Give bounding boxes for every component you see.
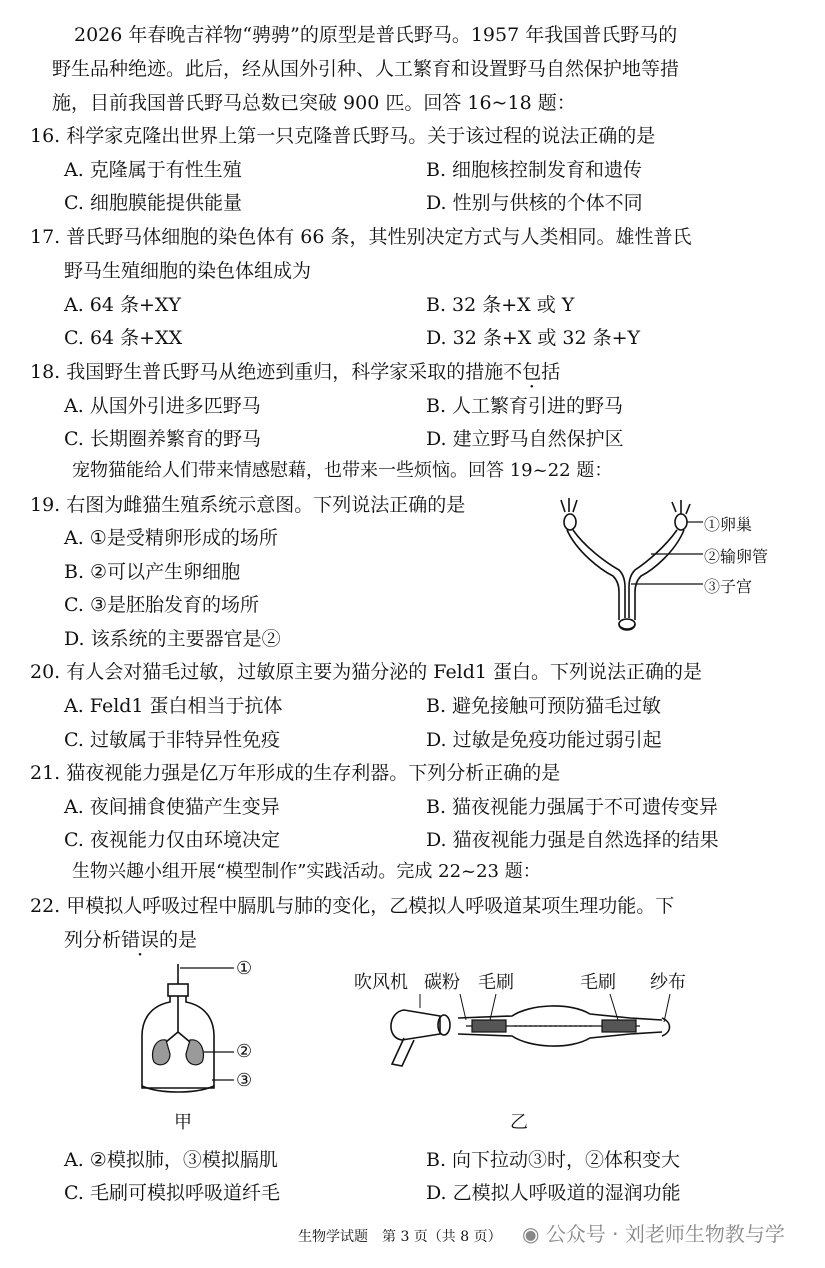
q17-option-a: A. 64 条+XY	[64, 294, 182, 316]
q22-stem2-emphasis: 错误	[121, 929, 160, 951]
yi-caption: 乙	[510, 1112, 528, 1133]
yi-label-carbon: 碳粉	[424, 972, 460, 993]
q22-stem-line2	[64, 925, 197, 955]
q17-option-c: C. 64 条+XX	[64, 327, 183, 349]
wechat-icon: ◉	[522, 1222, 546, 1246]
q17-option-d: D. 32 条+X 或 32 条+Y	[426, 327, 641, 349]
airway-model	[380, 990, 680, 1080]
q22-option-a: A. ②模拟肺，③模拟膈肌	[64, 1149, 278, 1171]
yi-label-brush-1: 毛刷	[478, 972, 514, 993]
intro3: 生物兴趣小组开展“模型制作”实践活动。完成 22~23 题：	[72, 861, 541, 882]
q18-stem-text: 18. 我国野生普氏野马从绝迹到重归，科学家采取的措施	[30, 361, 504, 383]
q20-option-c: C. 过敏属于非特异性免疫	[64, 729, 280, 751]
q21-option-b: B. 猫夜视能力强属于不可遗传变异	[426, 796, 719, 818]
cat-reproductive-diagram	[555, 492, 715, 642]
q17-option-b: B. 32 条+X 或 Y	[426, 294, 575, 316]
q22-option-d: D. 乙模拟人呼吸道的湿润功能	[426, 1182, 681, 1204]
q22-stem2-end: 的是	[159, 929, 198, 951]
q16-stem: 16. 科学家克隆出世界上第一只克隆普氏野马。关于该过程的说法正确的是	[30, 125, 656, 147]
intro2: 宠物猫能给人们带来情感慰藉，也带来一些烦恼。回答 19~22 题：	[72, 460, 613, 481]
q18-stem	[30, 357, 560, 387]
q17-stem-line2: 野马生殖细胞的染色体组成为	[64, 260, 312, 282]
q19-stem: 19. 右图为雌猫生殖系统示意图。下列说法正确的是	[30, 494, 466, 516]
jia-label-2: ②	[236, 1041, 253, 1062]
q19-option-b: B. ②可以产生卵细胞	[64, 561, 241, 583]
q22-stem2-text: 列分析	[64, 929, 122, 951]
q20-stem: 20. 有人会对猫毛过敏，过敏原主要为猫分泌的 Feld1 蛋白。下列说法正确的是	[30, 661, 703, 683]
fig-label-ovary: ①卵巢	[704, 515, 753, 534]
q16-option-b: B. 细胞核控制发育和遗传	[426, 159, 643, 181]
watermark	[522, 1218, 785, 1247]
page-footer: 生物学试题 第 3 页（共 8 页）	[298, 1229, 502, 1245]
intro1-line2: 野生品种绝迹。此后，经从国外引种、人工繁育和设置野马自然保护地等措	[52, 58, 680, 80]
q21-option-a: A. 夜间捕食使猫产生变异	[64, 796, 280, 818]
q16-option-a: A. 克隆属于有性生殖	[64, 159, 242, 181]
q21-option-c: C. 夜视能力仅由环境决定	[64, 829, 280, 851]
q17-stem-line1: 17. 普氏野马体细胞的染色体有 66 条，其性别决定方式与人类相同。雄性普氏	[30, 226, 692, 248]
jia-caption: 甲	[174, 1112, 192, 1133]
q18-option-a: A. 从国外引进多匹野马	[64, 395, 261, 417]
q20-option-d: D. 过敏是免疫功能过弱引起	[426, 729, 662, 751]
yi-label-brush-2: 毛刷	[580, 972, 616, 993]
q22-option-c: C. 毛刷可模拟呼吸道纤毛	[64, 1182, 280, 1204]
fig-label-uterus: ③子宫	[704, 577, 753, 596]
q20-option-b: B. 避免接触可预防猫毛过敏	[426, 695, 662, 717]
q19-option-d: D. 该系统的主要器官是②	[64, 628, 281, 650]
left-ovary	[564, 514, 576, 530]
q16-option-c: C. 细胞膜能提供能量	[64, 192, 242, 214]
yi-label-gauze: 纱布	[650, 972, 686, 993]
fig-label-oviduct: ②输卵管	[704, 547, 769, 566]
q19-option-a: A. ①是受精卵形成的场所	[64, 527, 278, 549]
q18-option-b: B. 人工繁育引进的野马	[426, 395, 624, 417]
intro1-line3: 施，目前我国普氏野马总数已突破 900 匹。回答 16~18 题：	[52, 92, 576, 114]
q18-option-d: D. 建立野马自然保护区	[426, 428, 624, 450]
yi-label-dryer: 吹风机	[354, 972, 408, 993]
q22-stem-line1: 22. 甲模拟人呼吸过程中膈肌与肺的变化，乙模拟人呼吸道某项生理功能。下	[30, 895, 675, 917]
right-ovary	[675, 514, 687, 530]
q21-option-d: D. 猫夜视能力强是自然选择的结果	[426, 829, 719, 851]
q16-option-d: D. 性别与供核的个体不同	[426, 192, 643, 214]
q21-stem: 21. 猫夜视能力强是亿万年形成的生存利器。下列分析正确的是	[30, 762, 561, 784]
jia-label-1: ①	[236, 958, 253, 979]
q22-option-b: B. 向下拉动③时，②体积变大	[426, 1149, 681, 1171]
q18-stem-emphasis: 不包括	[503, 361, 561, 383]
jia-label-3: ③	[236, 1070, 253, 1091]
q20-option-a: A. Feld1 蛋白相当于抗体	[64, 695, 283, 717]
q19-option-c: C. ③是胚胎发育的场所	[64, 594, 259, 616]
intro1-line1: 2026 年春晚吉祥物“骋骋”的原型是普氏野马。1957 年我国普氏野马的	[74, 24, 678, 46]
watermark-text: 公众号 · 刘老师生物教与学	[545, 1222, 785, 1246]
q18-option-c: C. 长期圈养繁育的野马	[64, 428, 261, 450]
